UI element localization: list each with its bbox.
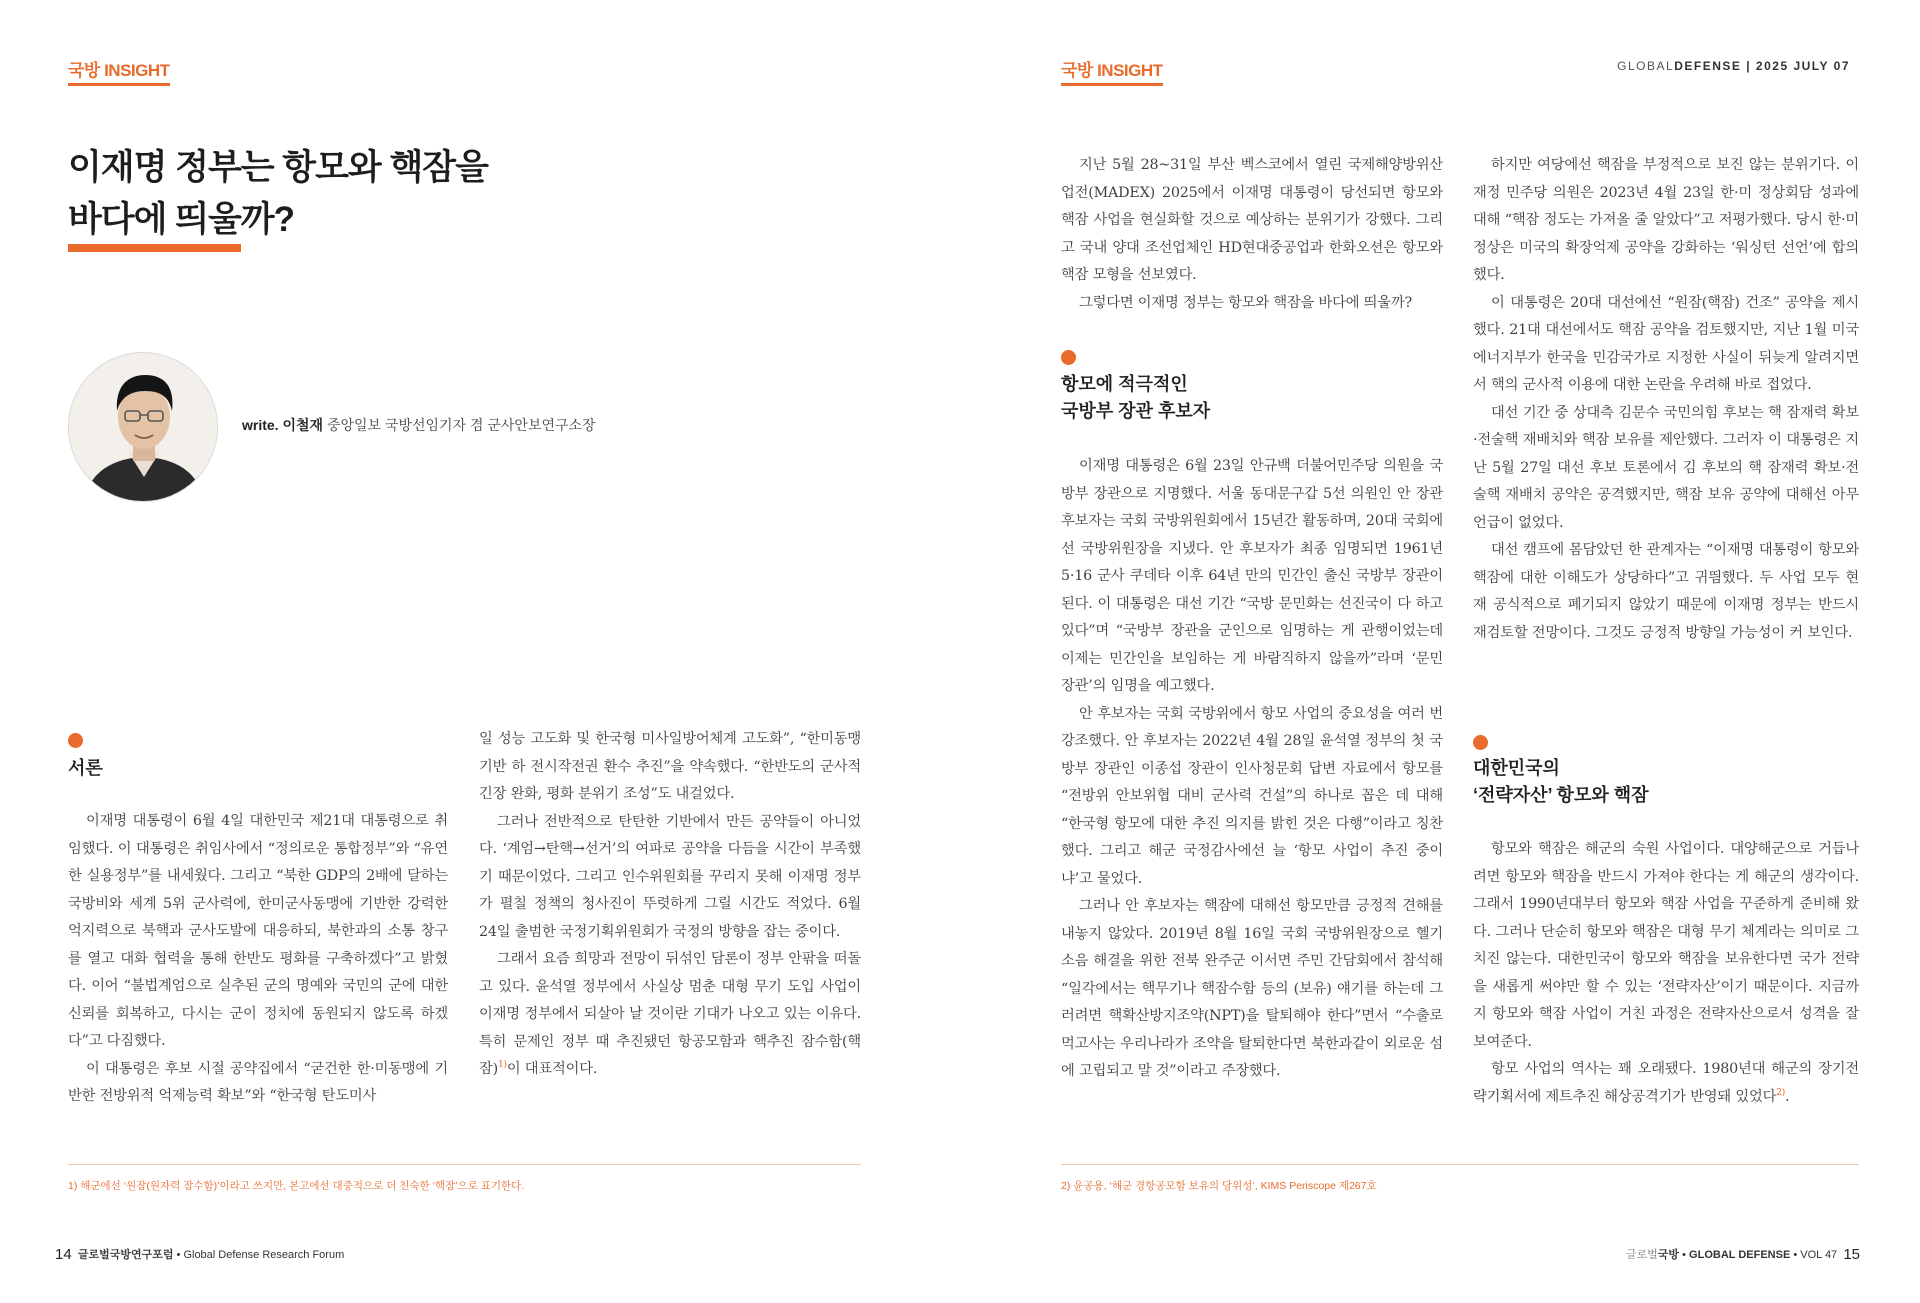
title-line-2: 바다에 띄울까? xyxy=(68,200,294,239)
byline xyxy=(242,415,596,435)
paragraph-with-footnote xyxy=(1473,1056,1859,1111)
body-column-2 xyxy=(479,726,861,1084)
section-bullet xyxy=(1061,350,1076,365)
section-bullet xyxy=(1473,735,1488,750)
title-line-1: 이재명 정부는 항모와 핵잠을 xyxy=(68,148,488,187)
byline-affiliation: 중앙일보 국방선임기자 겸 군사안보연구소장 xyxy=(326,417,596,433)
footer-publication-bold: 국방 xyxy=(1657,1249,1680,1261)
paragraph: 이재명 대통령이 6월 4일 대한민국 제21대 대통령으로 취임했다. 이 대통령은 취임사에서 “정의로운 통합정부”와 “유연한 실용정부”를 내세웠다. 그리고 “북한 GDP의 2배에 달하는 국방비와 세계 5위 군사력에, 한미군사동맹에 기반한 강력한 억지력으로 북핵과 군사도발에 대응하되, 북한과의 소통 창구를 열고 대화 협력을 통해 한반도 평화를 구축하겠다”고 밝혔다. 이어 “불법계엄으로 실추된 군의 명예와 국민의 군에 대한 신뢰를 회복하고, 다시는 군이 정치에 동원되지 않도록 하겠다”고 다짐했다. xyxy=(68,813,448,1049)
paragraph: 대선 기간 중 상대측 김문수 국민의힘 후보는 핵 잠재력 확보·전술핵 재배치와 핵잠 보유를 제안했다. 그러자 이 대통령은 지난 5월 27일 대선 후보 토론에서 김 후보의 핵 잠재력 확보·전술핵 재배치 공약은 공격했지만, 핵잠 보유 공약에 대해선 아무 언급이 없었다. xyxy=(1473,404,1859,531)
body-column-4 xyxy=(1473,836,1859,1111)
author-photo xyxy=(68,352,218,502)
article-title xyxy=(68,142,488,246)
paragraph: 항모와 핵잠은 해군의 숙원 사업이다. 대양해군으로 거듭나려면 항모와 핵잠을 반드시 가져야 한다는 게 해군의 생각이다. 그래서 1990년대부터 항모와 핵잠 사업을 꾸준하게 준비해 왔다. 그러나 단순히 항모와 핵잠은 대형 무기 체계라는 의미로 그치진 않는다. 대한민국이 항모와 핵잠을 보유한다면 국가 전략을 새롭게 써야만 할 수 있는 ‘전략자산’이기 때문이다. 지금까지 항모와 핵잠 사업이 거친 과정은 전략자산으로서 성격을 잘 보여준다. xyxy=(1473,841,1859,1050)
heading-line: ‘전략자산’ 항모와 핵잠 xyxy=(1473,785,1649,805)
footer-english: GLOBAL DEFENSE xyxy=(1689,1249,1791,1261)
byline-write-label: write. xyxy=(242,417,279,433)
heading-line: 국방부 장관 후보자 xyxy=(1061,401,1211,421)
paragraph: 지난 5월 28~31일 부산 벡스코에서 열린 국제해양방위산업전(MADEX) 2025에서 이재명 대통령이 당선되면 항모와 핵잠 사업을 현실화할 것으로 예상하는 분위기가 강했다. 그리고 국내 양대 조선업체인 HD현대중공업과 한화오션은 항모와 핵잠 모형을 선보였다. xyxy=(1061,157,1443,283)
paragraph: 그렇다면 이재명 정부는 항모와 핵잠을 바다에 띄울까? xyxy=(1079,294,1412,311)
section-tag: 국방 INSIGHT xyxy=(1061,56,1163,86)
paragraph: 대선 캠프에 몸담았던 한 관계자는 “이재명 대통령이 항모와 핵잠에 대한 이해도가 상당하다”고 귀띔했다. 두 사업 모두 현재 공식적으로 폐기되지 않았기 때문에 이재명 정부는 반드시 재검토할 전망이다. 그것도 긍정적 방향일 가능성이 커 보인다. xyxy=(1473,542,1859,641)
byline-author: 이철재 xyxy=(282,417,324,433)
body-column-3 xyxy=(1061,453,1443,1086)
paragraph-with-footnote xyxy=(479,946,861,1084)
footnote: 1) 해군에선 ‘원잠(원자력 잠수함)’이라고 쓰지만, 본고에선 대중적으로 더 친숙한 ‘핵잠’으로 표기한다. xyxy=(68,1180,525,1192)
paragraph: 그러나 전반적으로 탄탄한 기반에서 만든 공약들이 아니었다. ‘계엄→탄핵→선거’의 여파로 공약을 다듬을 시간이 부족했기 때문이었다. 그리고 인수위원회를 꾸리지 못해 이재명 정부가 펼칠 정책의 청사진이 뚜렷하게 그릴 시간도 적었다. 6월 24일 출범한 국정기획위원회가 국정의 방향을 잡는 중이다. xyxy=(479,813,861,940)
paragraph-tail: 이 대표적이다. xyxy=(506,1061,598,1077)
title-underline xyxy=(68,244,241,252)
page-number: 15 xyxy=(1843,1246,1860,1263)
section-bullet xyxy=(68,733,83,748)
paragraph: 이 대통령은 20대 대선에선 “원잠(핵잠) 건조” 공약을 제시했다. 21대 대선에서도 핵잠 공약을 검토했지만, 지난 1월 미국 에너지부가 한국을 민감국가로 지정한 사실이 뒤늦게 알려지면서 핵의 군사적 이용에 대한 논란을 우려해 바로 접었다. xyxy=(1473,294,1859,393)
paragraph: 안 후보자는 국회 국방위에서 항모 사업의 중요성을 여러 번 강조했다. 안 후보자는 2022년 4월 28일 윤석열 정부의 첫 국방부 장관인 이종섭 장관이 인사청문회 답변 자료에서 항모를 “전방위 안보위협 대비 군사력 건설”의 하나로 꼽은 데 대해 “한국형 항모에 대한 추진 의지를 밝힌 것은 다행”이라고 칭찬했다. 그리고 해군 국정감사에선 늘 ‘항모 사업이 추진 중이냐’고 물었다. xyxy=(1061,705,1443,887)
footnote-divider xyxy=(68,1164,861,1165)
heading-line: 항모에 적극적인 xyxy=(1061,374,1188,394)
footnote-ref: 1) xyxy=(498,1060,507,1071)
paragraph: 일 성능 고도화 및 한국형 미사일방어체계 고도화”, “한미동맹 기반 하 전시작전권 환수 추진”을 약속했다. “한반도의 군사적 긴장 완화, 평화 분위기 조성”도 내걸었다. xyxy=(479,731,861,802)
footer-english: Global Defense Research Forum xyxy=(183,1249,345,1261)
footnote-divider xyxy=(1061,1164,1859,1165)
footer-separator: • xyxy=(1682,1249,1686,1261)
section-heading-strategic-assets xyxy=(1473,755,1649,809)
footer-publication: 글로벌국방연구포럼 xyxy=(77,1249,174,1261)
paragraph-text: 항모 사업의 역사는 꽤 오래됐다. 1980년대 해군의 장기전략기획서에 제트추진 해상공격기가 반영돼 있었다 xyxy=(1473,1061,1859,1105)
body-column-1 xyxy=(68,808,448,1111)
section-heading-minister xyxy=(1061,371,1210,425)
section-heading-intro: 서론 xyxy=(68,758,103,778)
page-footer xyxy=(1626,1246,1860,1263)
paragraph: 이 대통령은 후보 시절 공약집에서 “굳건한 한·미동맹에 기반한 전방위적 억제능력 확보”와 “한국형 탄도미사 xyxy=(68,1060,448,1104)
paragraph: 하지만 여당에선 핵잠을 부정적으로 보진 않는 분위기다. 이재정 민주당 의원은 2023년 4월 23일 한·미 정상회담 성과에 대해 “핵잠 정도는 가져올 줄 알았다”고 저평가했다. 당시 한·미 정상은 미국의 확장억제 공약을 강화하는 ‘워싱턴 선언’에 합의했다. xyxy=(1473,157,1859,283)
footnote: 2) 윤공용, ‘해군 경항공모함 보유의 당위성’, KIMS Periscope 제267호 xyxy=(1061,1180,1377,1192)
section-tag: 국방 INSIGHT xyxy=(68,56,170,86)
paragraph: 그러나 안 후보자는 핵잠에 대해선 항모만큼 긍정적 견해를 내놓지 않았다. 2019년 8월 16일 국회 국방위원장으로 헬기 소음 해결을 위한 전북 완주군 이서면 주민 간담회에서 참석해 “일각에서는 핵무기나 핵잠수함 등의 (보유) 얘기를 하는데 그러려면 핵확산방지조약(NPT)을 탈퇴해야 한다”면서 “수출로 먹고사는 우리나라가 조약을 탈퇴한다면 북한과같이 외로운 섬에 고립되고 말 것”이라고 주장했다. xyxy=(1061,898,1443,1079)
footer-separator: • xyxy=(176,1249,181,1261)
paragraph-text: 그래서 요즘 희망과 전망이 뒤섞인 담론이 정부 안팎을 떠돌고 있다. 윤석열 정부에서 사실상 멈춘 대형 무기 도입 사업이 이재명 정부에서 되살아 날 것이란 기대가 나오고 있는 이유다. 특히 문제인 정부 때 추진됐던 항공모함과 핵추진 잠수함(핵잠) xyxy=(479,951,861,1077)
masthead-issue: | 2025 JULY 07 xyxy=(1746,59,1850,73)
footer-publication-light: 글로벌 xyxy=(1625,1249,1658,1261)
masthead xyxy=(1617,59,1850,73)
body-column-3-intro xyxy=(1061,152,1443,317)
footer-volume: • VOL 47 xyxy=(1793,1249,1838,1261)
masthead-brand-bold: DEFENSE xyxy=(1674,59,1742,73)
right-page xyxy=(960,0,1920,1303)
heading-line: 대한민국의 xyxy=(1473,758,1560,778)
paragraph: 이재명 대통령은 6월 23일 안규백 더불어민주당 의원을 국방부 장관으로 지명했다. 서울 동대문구갑 5선 의원인 안 장관 후보자는 국회 국방위원회에서 15년간 활동하며, 20대 국회에선 국방위원장을 지냈다. 안 후보자가 최종 임명되면 1961년 5·16 군사 쿠데타 이후 64년 만의 민간인 출신 국방부 장관이 된다. 이 대통령은 대선 기간 “국방 문민화는 선진국이 다 하고 있다”며 “국방부 장관을 군인으로 임명하는 게 관행이었는데 이제는 민간인을 보임하는 게 바람직하지 않을까”라며 ‘문민 장관’의 임명을 예고했다. xyxy=(1061,458,1443,694)
body-column-4-top xyxy=(1473,152,1859,647)
footnote-ref: 2) xyxy=(1776,1087,1786,1098)
page-footer xyxy=(55,1246,344,1263)
masthead-brand-light: GLOBAL xyxy=(1617,59,1675,73)
page-number: 14 xyxy=(55,1246,72,1263)
paragraph-tail: . xyxy=(1785,1088,1790,1105)
